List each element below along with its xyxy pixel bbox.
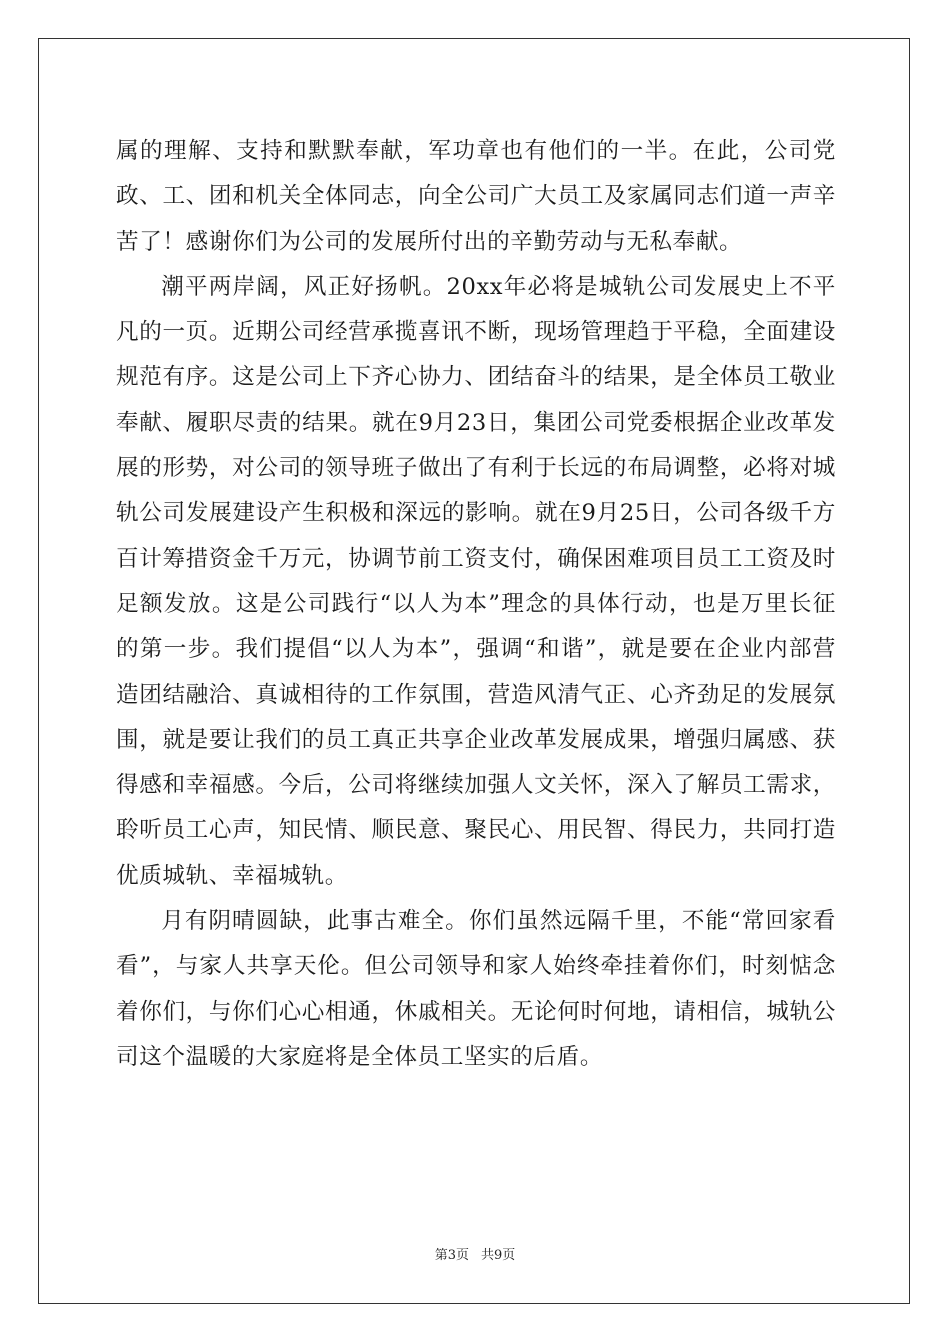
paragraph-3: 月有阴晴圆缺，此事古难全。你们虽然远隔千里，不能“常回家看看”，与家人共享天伦。但公司领导和家人始终牵挂着你们，时刻惦念着你们，与你们心心相通，休戚相关。无论何时何地，请相信，城轨公司这个温暖的大家庭将是全体员工坚实的后盾。 <box>116 908 836 1070</box>
page-number: 第3页 <box>434 1248 469 1263</box>
paragraph-1: 属的理解、支持和默默奉献，军功章也有他们的一半。在此，公司党政、工、团和机关全体同志，向全公司广大员工及家属同志们道一声辛苦了！感谢你们为公司的发展所付出的辛勤劳动与无私奉献。 <box>116 138 836 255</box>
paragraph-2: 潮平两岸阔，风正好扬帆。20xx年必将是城轨公司发展史上不平凡的一页。近期公司经营承揽喜讯不断，现场管理趋于平稳，全面建设规范有序。这是公司上下齐心协力、团结奋斗的结果，是全体员工敬业奉献、履职尽责的结果。就在9月23日，集团公司党委根据企业改革发展的形势，对公司的领导班子做出了有利于长远的布局调整，必将对城轨公司发展建设产生积极和深远的影响。就在9月25日，公司各级千方百计筹措资金千万元，协调节前工资支付，确保困难项目员工工资及时足额发放。这是公司践行“以人为本”理念的具体行动，也是万里长征的第一步。我们提倡“以人为本”，强调“和谐”，就是要在企业内部营造团结融洽、真诚相待的工作氛围，营造风清气正、心齐劲足的发展氛围，就是要让我们的员工真正共享企业改革发展成果，增强归属感、获得感和幸福感。今后，公司将继续加强人文关怀，深入了解员工需求，聆听员工心声，知民情、顺民意、聚民心、用民智、得民力，共同打造优质城轨、幸福城轨。 <box>116 273 836 889</box>
document-body <box>116 129 836 1080</box>
page-total: 共9页 <box>481 1248 516 1263</box>
page-footer <box>0 1247 950 1265</box>
